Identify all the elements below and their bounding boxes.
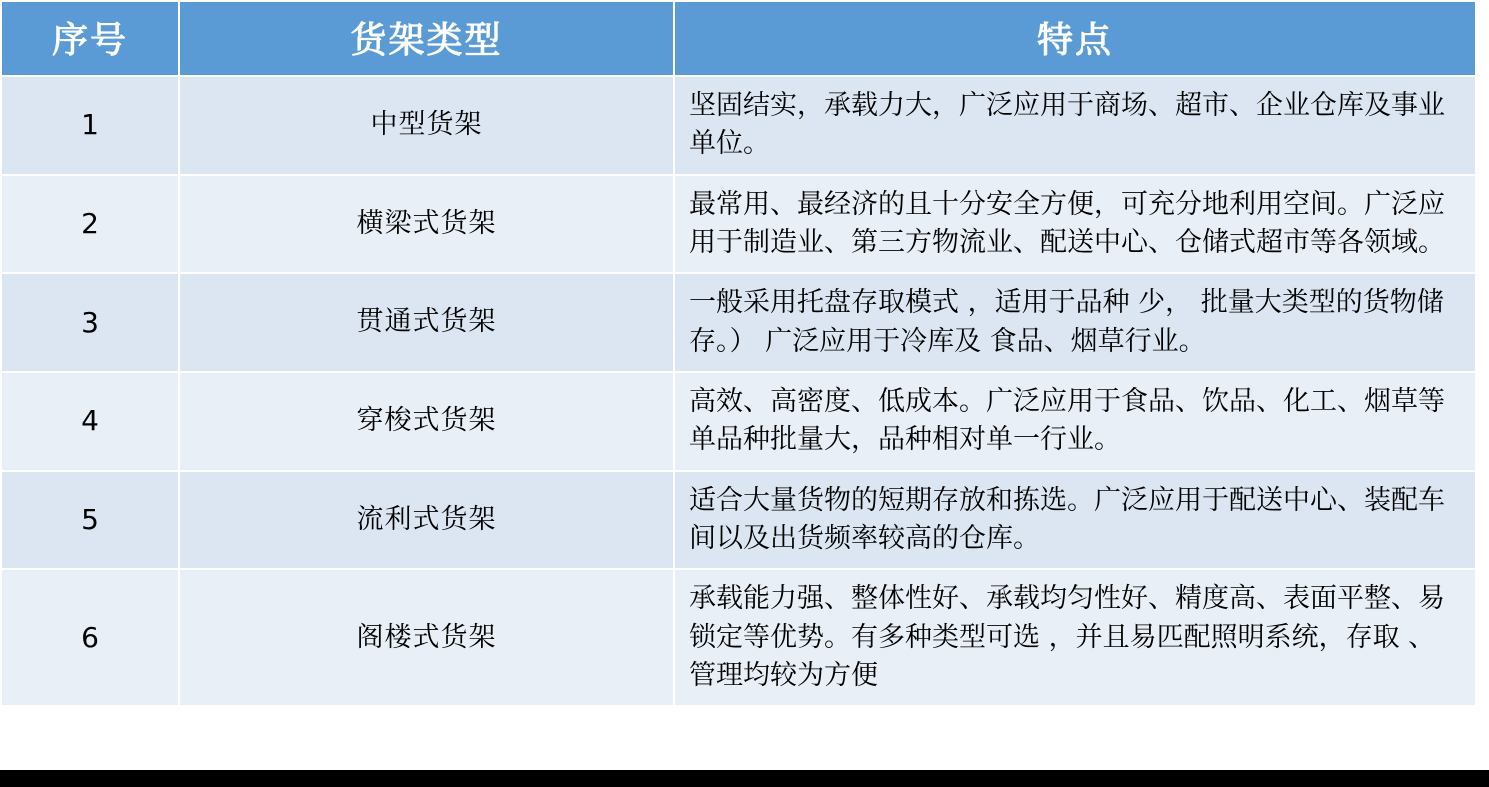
table-row [1, 273, 1476, 372]
column-header-feature: 特点 [674, 1, 1476, 76]
cell-index: 6 [1, 569, 179, 706]
cell-feature: 一般采用托盘存取模式 ，适用于品种 少， 批量大类型的货物储存。） 广泛应用于冷库及 食品、烟草行业。 [674, 273, 1476, 372]
column-header-index: 序号 [1, 1, 179, 76]
cell-type: 中型货架 [179, 76, 674, 175]
cell-feature: 高效、高密度、低成本。广泛应用于食品、饮品、化工、烟草等单品种批量大，品种相对单一行业。 [674, 372, 1476, 471]
footer-bar [0, 770, 1489, 787]
cell-feature: 承载能力强、整体性好、承载均匀性好、精度高、表面平整、易锁定等优势。有多种类型可选 ，并且易匹配照明系统，存取 、管理均较为方便 [674, 569, 1476, 706]
table-row [1, 372, 1476, 471]
cell-feature: 坚固结实，承载力大，广泛应用于商场、超市、企业仓库及事业单位。 [674, 76, 1476, 175]
cell-index: 3 [1, 273, 179, 372]
column-header-type: 货架类型 [179, 1, 674, 76]
cell-type: 横梁式货架 [179, 175, 674, 274]
table-row [1, 76, 1476, 175]
cell-index: 2 [1, 175, 179, 274]
cell-type: 流利式货架 [179, 471, 674, 570]
table-body [1, 76, 1476, 706]
cell-index: 4 [1, 372, 179, 471]
cell-feature: 适合大量货物的短期存放和拣选。广泛应用于配送中心、装配车间以及出货频率较高的仓库。 [674, 471, 1476, 570]
cell-type: 贯通式货架 [179, 273, 674, 372]
cell-feature: 最常用、最经济的且十分安全方便，可充分地利用空间。广泛应用于制造业、第三方物流业、配送中心、仓储式超市等各领域。 [674, 175, 1476, 274]
table-row [1, 471, 1476, 570]
cell-type: 阁楼式货架 [179, 569, 674, 706]
right-margin [1475, 0, 1489, 770]
cell-index: 5 [1, 471, 179, 570]
cell-type: 穿梭式货架 [179, 372, 674, 471]
table-header-row [1, 1, 1476, 76]
table-row [1, 175, 1476, 274]
table-row [1, 569, 1476, 706]
cell-index: 1 [1, 76, 179, 175]
table-header [1, 1, 1476, 76]
